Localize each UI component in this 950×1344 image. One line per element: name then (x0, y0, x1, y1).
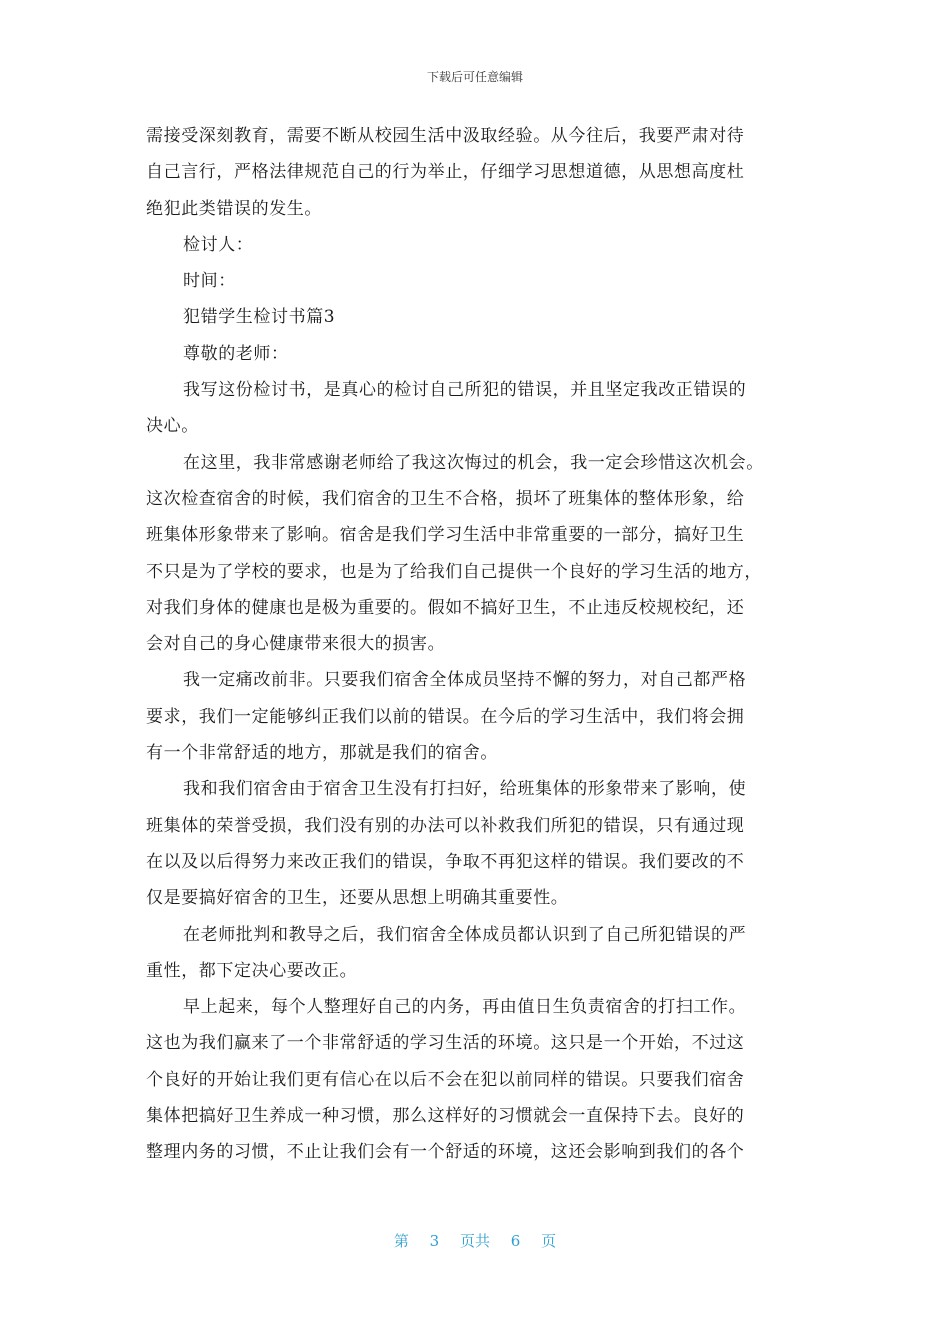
page-footer (0, 1230, 950, 1251)
text-line: 整理内务的习惯，不止让我们会有一个舒适的环境，这还会影响到我们的各个 (146, 1142, 745, 1163)
text-line: 这也为我们赢来了一个非常舒适的学习生活的环境。这只是一个开始，不过这 (146, 1033, 745, 1054)
text-line: 班集体形象带来了影响。宿舍是我们学习生活中非常重要的一部分，搞好卫生 (146, 525, 745, 546)
text-line: 犯错学生检讨书篇3 (183, 307, 336, 328)
text-line: 需接受深刻教育，需要不断从校园生活中汲取经验。从今往后，我要严肃对待 (146, 126, 745, 146)
footer-prefix: 第 (393, 1232, 409, 1250)
text-line: 绝犯此类错误的发生。 (146, 198, 322, 219)
text-line: 仅是要搞好宿舍的卫生，还要从思想上明确其重要性。 (146, 888, 569, 909)
text-line: 这次检查宿舍的时候，我们宿舍的卫生不合格，损坏了班集体的整体形象，给 (146, 488, 745, 509)
text-line: 我写这份检讨书，是真心的检讨自己所犯的错误，并且坚定我改正错误的 (183, 380, 747, 401)
text-line: 会对自己的身心健康带来很大的损害。 (146, 634, 446, 655)
text-line: 我和我们宿舍由于宿舍卫生没有打扫好，给班集体的形象带来了影响，使 (183, 779, 747, 800)
text-line: 我一定痛改前非。只要我们宿舍全体成员坚持不懈的努力，对自己都严格 (183, 670, 747, 691)
text-line: 在老师批判和教导之后，我们宿舍全体成员都认识到了自己所犯错误的严 (183, 924, 747, 945)
text-line: 自己言行，严格法律规范自己的行为举止，仔细学习思想道德，从思想高度杜 (146, 162, 745, 183)
page-header: 下载后可任意编辑 (426, 70, 523, 84)
text-line: 检讨人： (183, 234, 254, 255)
text-line: 个良好的开始让我们更有信心在以后不会在犯以前同样的错误。只要我们宿舍 (146, 1069, 745, 1090)
text-line: 集体把搞好卫生养成一种习惯，那么这样好的习惯就会一直保持下去。良好的 (146, 1106, 745, 1127)
text-line: 早上起来，每个人整理好自己的内务，再由值日生负责宿舍的打扫工作。 (183, 997, 747, 1018)
text-line: 时间： (183, 271, 236, 292)
footer-middle: 页共 (459, 1232, 490, 1250)
text-line: 对我们身体的健康也是极为重要的。假如不搞好卫生，不止违反校规校纪，还 (146, 597, 745, 618)
text-line: 决心。 (146, 416, 199, 437)
footer-total-pages: 6 (510, 1232, 521, 1250)
text-line: 尊敬的老师： (183, 343, 289, 364)
text-line: 在以及以后得努力来改正我们的错误，争取不再犯这样的错误。我们要改的不 (146, 851, 745, 872)
text-line: 要求，我们一定能够纠正我们以前的错误。在今后的学习生活中，我们将会拥 (146, 706, 745, 727)
text-line: 在这里，我非常感谢老师给了我这次悔过的机会，我一定会珍惜这次机会。 (183, 452, 764, 473)
text-line: 重性，都下定决心要改正。 (146, 960, 358, 981)
document-body (146, 118, 806, 1171)
text-line: 有一个非常舒适的地方，那就是我们的宿舍。 (146, 743, 498, 764)
footer-current-page: 3 (429, 1232, 440, 1250)
footer-suffix: 页 (541, 1232, 557, 1250)
text-line: 班集体的荣誉受损，我们没有别的办法可以补救我们所犯的错误，只有通过现 (146, 815, 745, 836)
text-line: 不只是为了学校的要求，也是为了给我们自己提供一个良好的学习生活的地方， (146, 561, 762, 582)
